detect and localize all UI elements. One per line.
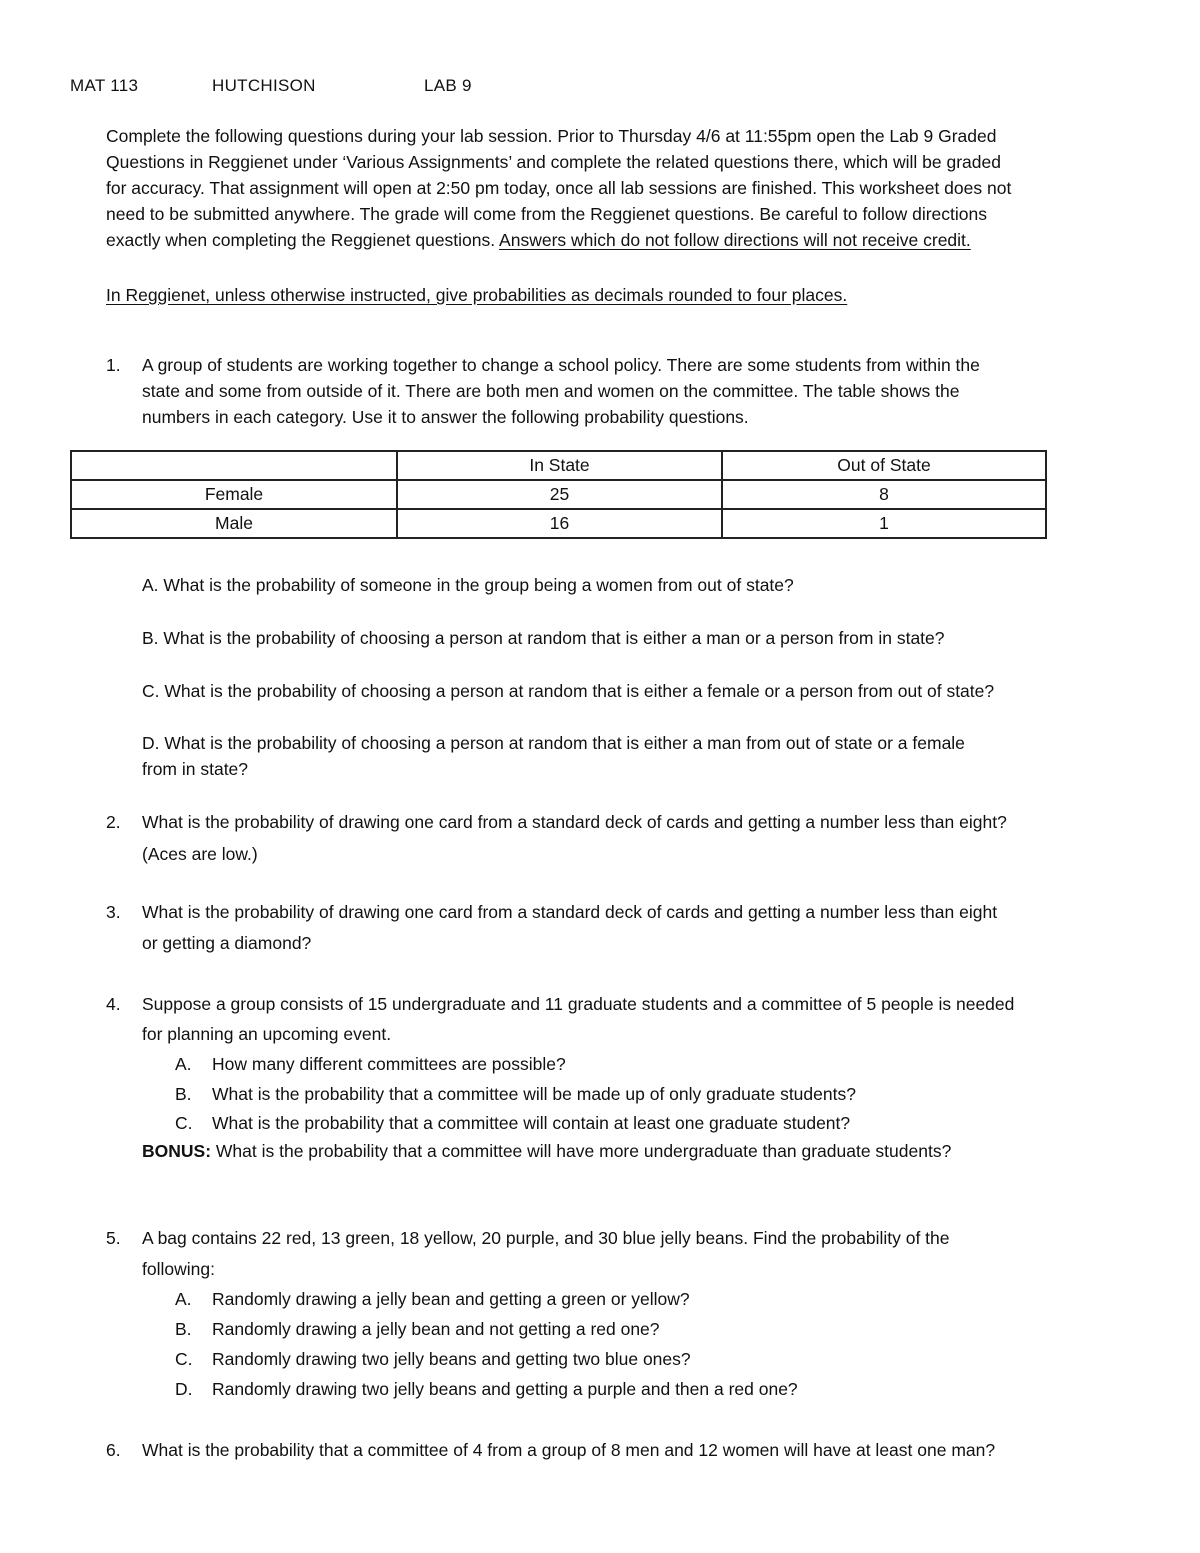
table-cell: Male bbox=[71, 509, 397, 538]
question-line: A group of students are working together to change a school policy. There are some students from within the bbox=[142, 355, 980, 375]
table-row bbox=[71, 480, 1046, 509]
question-part: from in state? bbox=[142, 759, 249, 779]
question-part: A. What is the probability of someone in the group being a women from out of state? bbox=[142, 575, 794, 595]
question-line: Suppose a group consists of 15 undergraduate and 11 graduate students and a committee of 5 people is needed bbox=[142, 994, 1015, 1014]
part-label: C. bbox=[175, 1349, 193, 1369]
intro-line-last bbox=[106, 230, 971, 251]
part-label: A. bbox=[175, 1289, 192, 1309]
part-text: What is the probability that a committee will contain at least one graduate student? bbox=[212, 1113, 851, 1133]
question-number: 1. bbox=[106, 355, 121, 375]
category-table bbox=[70, 450, 1047, 539]
question-line: state and some from outside of it. There are both men and women on the committee. The table shows the bbox=[142, 381, 960, 401]
table-cell: 16 bbox=[397, 509, 722, 538]
lab-number: LAB 9 bbox=[424, 76, 472, 95]
question-line: following: bbox=[142, 1259, 215, 1279]
question-line: for planning an upcoming event. bbox=[142, 1024, 392, 1044]
part-label: C. bbox=[175, 1113, 193, 1133]
part-label: B. bbox=[175, 1084, 192, 1104]
part-label: D. bbox=[175, 1379, 193, 1399]
question-part: D. What is the probability of choosing a person at random that is either a man from out of state or a female bbox=[142, 733, 965, 753]
question-line: What is the probability of drawing one card from a standard deck of cards and getting a number less than eight? bbox=[142, 812, 1007, 832]
question-line: or getting a diamond? bbox=[142, 933, 312, 953]
intro-line: need to be submitted anywhere. The grade will come from the Reggienet questions. Be careful to follow directions bbox=[106, 204, 987, 224]
question-part: B. What is the probability of choosing a person at random that is either a man or a person from in state? bbox=[142, 628, 945, 648]
part-text: What is the probability that a committee will be made up of only graduate students? bbox=[212, 1084, 856, 1104]
question-number: 2. bbox=[106, 812, 121, 832]
table-header-cell: Out of State bbox=[722, 451, 1046, 480]
question-number: 3. bbox=[106, 902, 121, 922]
part-text: Randomly drawing a jelly bean and not getting a red one? bbox=[212, 1319, 660, 1339]
question-number: 4. bbox=[106, 994, 121, 1014]
part-text: Randomly drawing two jelly beans and getting two blue ones? bbox=[212, 1349, 691, 1369]
part-text: Randomly drawing two jelly beans and getting a purple and then a red one? bbox=[212, 1379, 798, 1399]
question-line: A bag contains 22 red, 13 green, 18 yellow, 20 purple, and 30 blue jelly beans. Find the probability of the bbox=[142, 1228, 950, 1248]
table-cell: Female bbox=[71, 480, 397, 509]
part-text: Randomly drawing a jelly bean and getting a green or yellow? bbox=[212, 1289, 690, 1309]
question-line: numbers in each category. Use it to answer the following probability questions. bbox=[142, 407, 749, 427]
table-cell: 8 bbox=[722, 480, 1046, 509]
intro-line-text: exactly when completing the Reggienet questions. bbox=[106, 230, 496, 250]
part-label: A. bbox=[175, 1054, 192, 1074]
table-header-cell: In State bbox=[397, 451, 722, 480]
intro-line: for accuracy. That assignment will open at 2:50 pm today, once all lab sessions are finished. This worksheet does not bbox=[106, 178, 1012, 198]
bonus-question bbox=[142, 1141, 951, 1162]
question-number: 6. bbox=[106, 1440, 121, 1460]
bonus-text: What is the probability that a committee will have more undergraduate than graduate students? bbox=[211, 1141, 952, 1161]
question-line: What is the probability that a committee of 4 from a group of 8 men and 12 women will have at least one man? bbox=[142, 1440, 996, 1460]
intro-line: Complete the following questions during your lab session. Prior to Thursday 4/6 at 11:55pm open the Lab 9 Graded bbox=[106, 126, 997, 146]
part-text: How many different committees are possible? bbox=[212, 1054, 566, 1074]
question-line: (Aces are low.) bbox=[142, 844, 258, 864]
table-header-cell bbox=[71, 451, 397, 480]
course-code: MAT 113 bbox=[70, 76, 139, 95]
table-row bbox=[71, 509, 1046, 538]
question-line: What is the probability of drawing one card from a standard deck of cards and getting a number less than eight bbox=[142, 902, 998, 922]
instructor-name: HUTCHISON bbox=[212, 76, 316, 95]
question-part: C. What is the probability of choosing a person at random that is either a female or a person from out of state? bbox=[142, 681, 995, 701]
bonus-label: BONUS: bbox=[142, 1141, 212, 1161]
part-label: B. bbox=[175, 1319, 192, 1339]
intro-line: Questions in Reggienet under ‘Various Assignments’ and complete the related questions there, which will be graded bbox=[106, 152, 1001, 172]
table-header-row bbox=[71, 451, 1046, 480]
table-cell: 25 bbox=[397, 480, 722, 509]
table-cell: 1 bbox=[722, 509, 1046, 538]
instruction-note: In Reggienet, unless otherwise instructed, give probabilities as decimals rounded to four places. bbox=[106, 285, 848, 305]
warning-text: Answers which do not follow directions will not receive credit. bbox=[499, 230, 971, 250]
question-number: 5. bbox=[106, 1228, 121, 1248]
